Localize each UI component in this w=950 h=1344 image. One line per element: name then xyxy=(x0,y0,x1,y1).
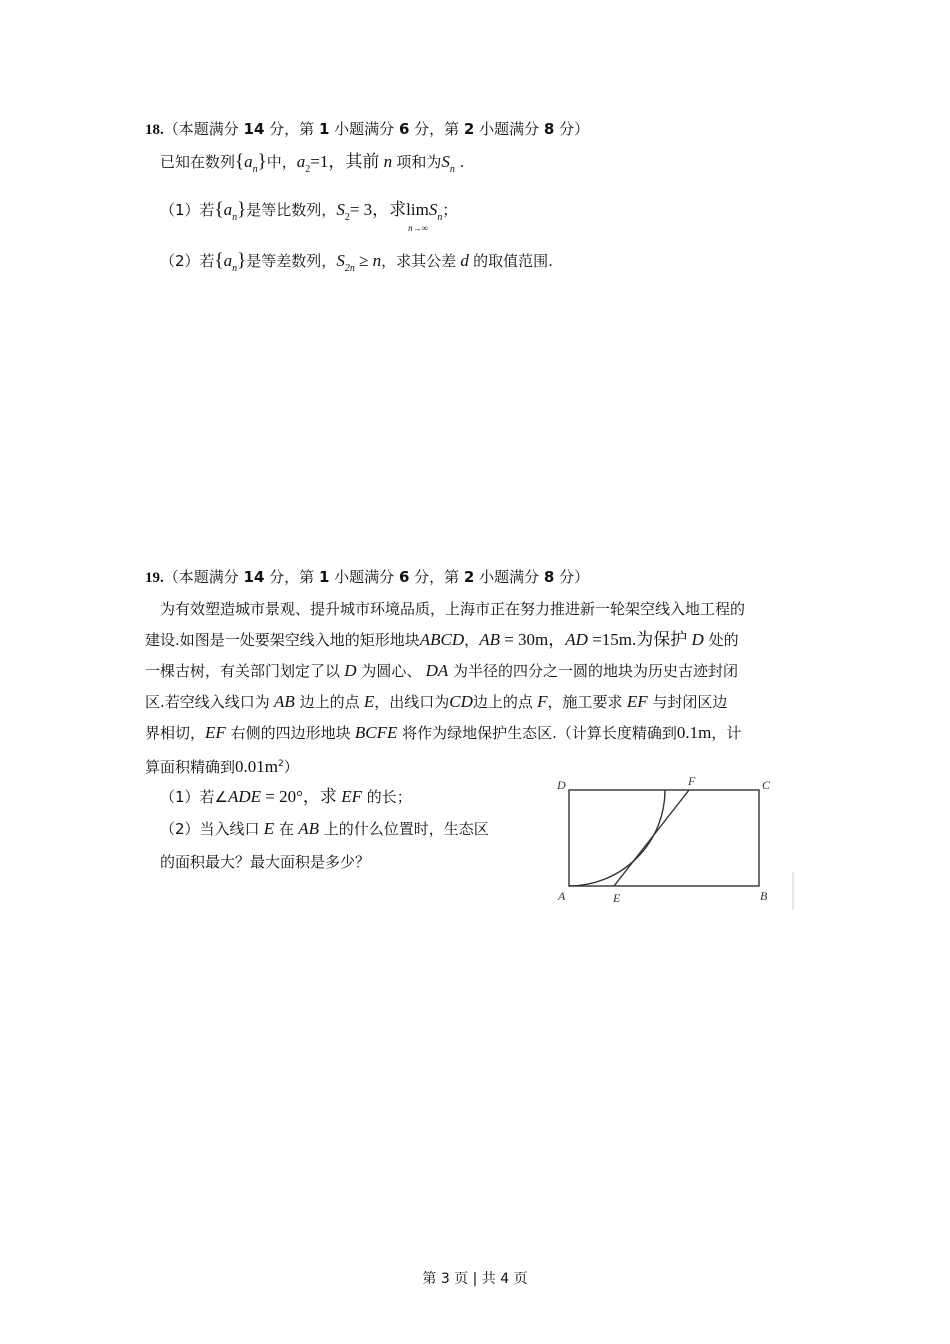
q19-part2-cont: 的面积最大？最大面积是多少？ xyxy=(160,853,371,871)
q19-line6: 算面积精确到$0.01m^2$） xyxy=(145,757,299,776)
q19-line4: 区.若空线入线口为 AB 边上的点 E，出线口为CD边上的点 F，施工要求 EF 与封闭区边 xyxy=(145,692,728,711)
q18-header: 18.（本题满分 14 分，第 1 小题满分 6 分，第 2 小题满分 8 分） xyxy=(145,120,590,138)
label-d: D xyxy=(557,778,566,792)
q19-part1: （1）若∠ADE = 20°，求 EF 的长； xyxy=(160,787,412,806)
quarter-circle-arc xyxy=(569,790,665,886)
segment-ef xyxy=(614,790,689,886)
label-e: E xyxy=(613,891,621,905)
label-c: C xyxy=(762,778,771,792)
q19-line2: 建设.如图是一处要架空线入地的矩形地块ABCD，AB = 30m，AD =15m.为保护 D 处的 xyxy=(145,630,739,649)
q19-header: 19.（本题满分 14 分，第 1 小题满分 6 分，第 2 小题满分 8 分） xyxy=(145,568,590,586)
label-b: B xyxy=(760,889,768,903)
label-a: A xyxy=(558,889,566,903)
q18-intro: 已知在数列$\{a_n\}$中，$a_2=1$，其前 n 项和为$S_n$ . xyxy=(160,151,465,175)
q19-line3: 一棵古树，有关部门划定了以 D 为圆心、 DA 为半径的四分之一圆的地块为历史古迹封闭 xyxy=(145,661,739,680)
q18-part1: （1）若$\{a_n\}$是等比数列，$S_2= 3$，求lim n→∞ $S_n$； xyxy=(160,199,458,233)
page-footer: 第 3 页 | 共 4 页 xyxy=(422,1271,528,1287)
rectangle-land-figure xyxy=(550,772,800,912)
q19-part2: （2）当入线口 E 在 AB 上的什么位置时，生态区 xyxy=(160,819,489,838)
label-f: F xyxy=(688,774,696,788)
q19-line5: 界相切，EF 右侧的四边形地块 BCFE 将作为绿地保护生态区.（计算长度精确到0.1m，计 xyxy=(145,723,742,742)
q18-part2: （2）若$\{a_n\}$是等差数列，$S_{2n} \ge n$，求其公差 d 的取值范围. xyxy=(160,250,553,274)
q19-line1: 为有效塑造城市景观、提升城市环境品质，上海市正在努力推进新一轮架空线入地工程的 xyxy=(160,600,746,618)
